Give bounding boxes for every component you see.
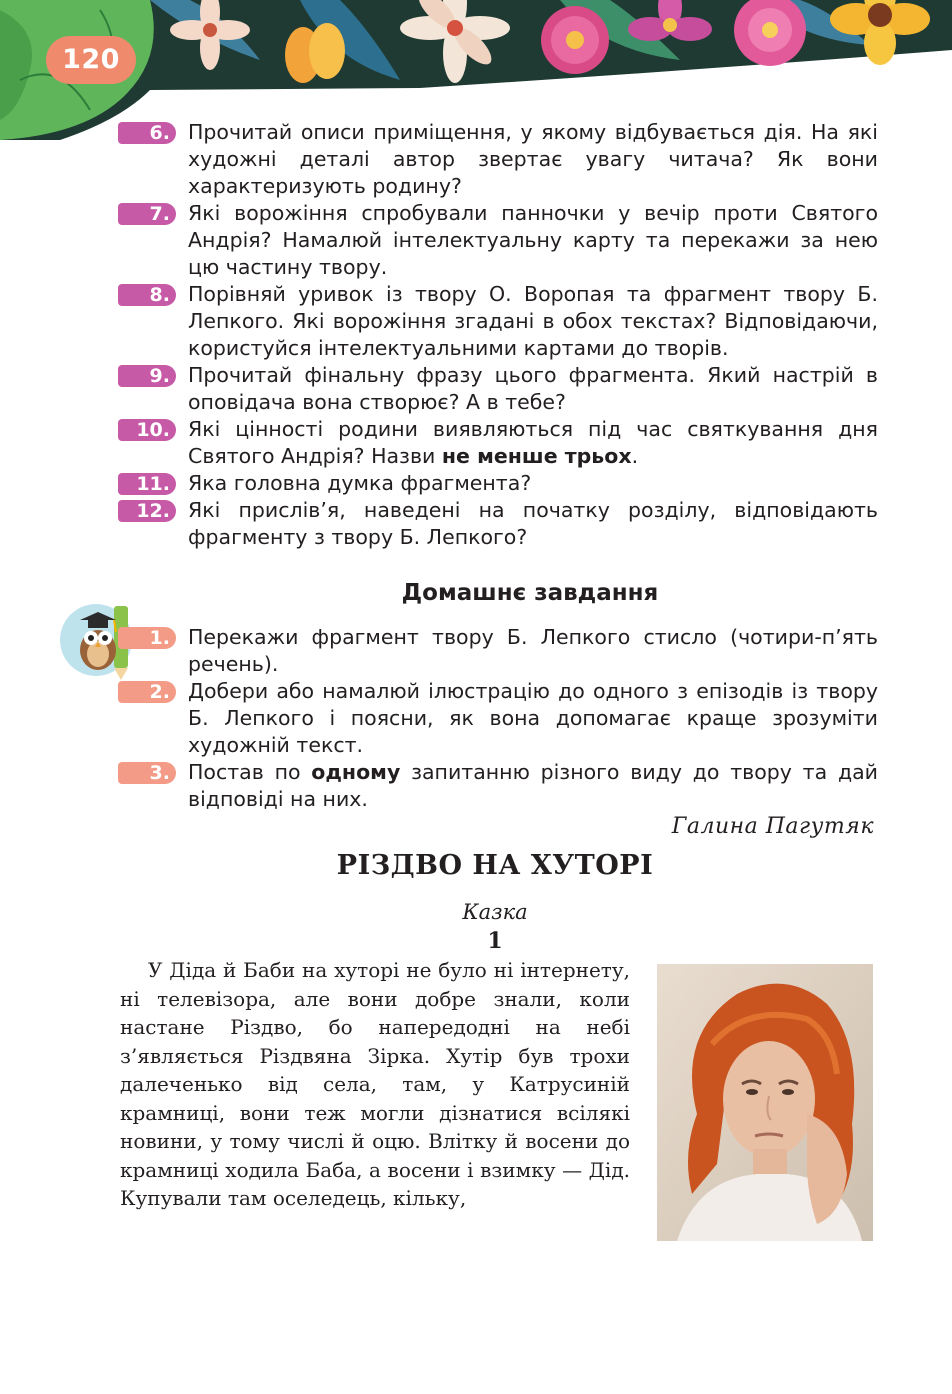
task-text: Яка головна думка фрагмента? (188, 471, 532, 495)
homework-item (118, 759, 878, 813)
task-number-badge: 8. (118, 284, 176, 306)
task-text: Які ворожіння спробували панночки у вечір проти Святого Андрія? Намалюй інтелектуальну карту та перекажи за нею цю частину твору. (188, 201, 878, 279)
task-number-badge: 9. (118, 365, 176, 387)
task-text: Прочитай фінальну фразу цього фрагмента. Який настрій в оповідача вона створює? А в тебе? (188, 363, 878, 414)
page-number: 120 (46, 36, 136, 84)
homework-number-badge: 3. (118, 762, 176, 784)
task-text: Які прислів’я, наведені на початку розділу, відповідають фрагменту з твору Б. Лепкого? (188, 498, 878, 549)
homework-item (118, 678, 878, 759)
task-item (118, 362, 878, 416)
homework-list (118, 624, 878, 813)
task-number-badge: 6. (118, 122, 176, 144)
task-text: Порівняй уривок із твору О. Воропая та фрагмент твору Б. Лепкого. Які ворожіння згадані в обох текстах? Відповідаючи, користуйся інтелектуальними картами до творів. (188, 282, 878, 360)
homework-item (118, 624, 878, 678)
task-text-emphasis: не менше трьох (441, 444, 632, 468)
task-number-badge: 7. (118, 203, 176, 225)
task-number-badge: 12. (118, 500, 176, 522)
homework-text-part: Постав по (188, 760, 312, 784)
homework-number-badge: 1. (118, 627, 176, 649)
story-title: РІЗДВО НА ХУТОРІ (336, 850, 654, 881)
story-genre: Казка (462, 900, 528, 924)
task-number-badge: 11. (118, 473, 176, 495)
homework-text: Перекажи фрагмент твору Б. Лепкого стисло (чотири-п’ять речень). (188, 625, 878, 676)
task-number-badge: 10. (118, 419, 176, 441)
task-text-part: Які цінності родини виявляються під час святкування дня Святого Андрія? Назви (188, 417, 878, 468)
task-text-part: . (631, 444, 639, 468)
story-author: Галина Пагутяк (671, 814, 874, 839)
task-item (118, 119, 878, 200)
homework-text: Добери або намалюй ілюстрацію до одного з епізодів із твору Б. Лепкого і поясни, як вона допомагає краще зрозуміти художній текст. (188, 679, 878, 757)
homework-number-badge: 2. (118, 681, 176, 703)
task-list (118, 119, 878, 551)
task-item (118, 281, 878, 362)
task-item (118, 416, 878, 470)
story-paragraph: У Діда й Баби на хуторі не було ні інтернету, ні телевізора, але вони добре знали, коли настане Різдво, бо напередодні на небі з’являється Різдвяна Зірка. Хутір був трохи далеченько від села, там, у Катрусиній крамниці, вони теж могли дізнатися всілякі новини, у тому числі й оцю. Влітку й восени до крамниці ходила Баба, а восени і взимку — Дід. Купували там оселедець, кільку, (120, 958, 630, 1210)
task-item (118, 200, 878, 281)
chapter-number: 1 (487, 928, 503, 954)
homework-text (188, 760, 878, 811)
homework-text-emphasis: одному (311, 760, 401, 784)
homework-text-part: запитанню різного виду до твору та дай відповіді на них. (188, 760, 878, 811)
author-portrait (657, 964, 873, 1241)
homework-title: Домашнє завдання (401, 580, 659, 606)
task-item (118, 497, 878, 551)
task-text: Прочитай описи приміщення, у якому відбувається дія. На які художні деталі автор звертає увагу читача? Як вони характеризують родину? (188, 120, 878, 198)
task-text (188, 417, 878, 468)
task-item (118, 470, 878, 497)
